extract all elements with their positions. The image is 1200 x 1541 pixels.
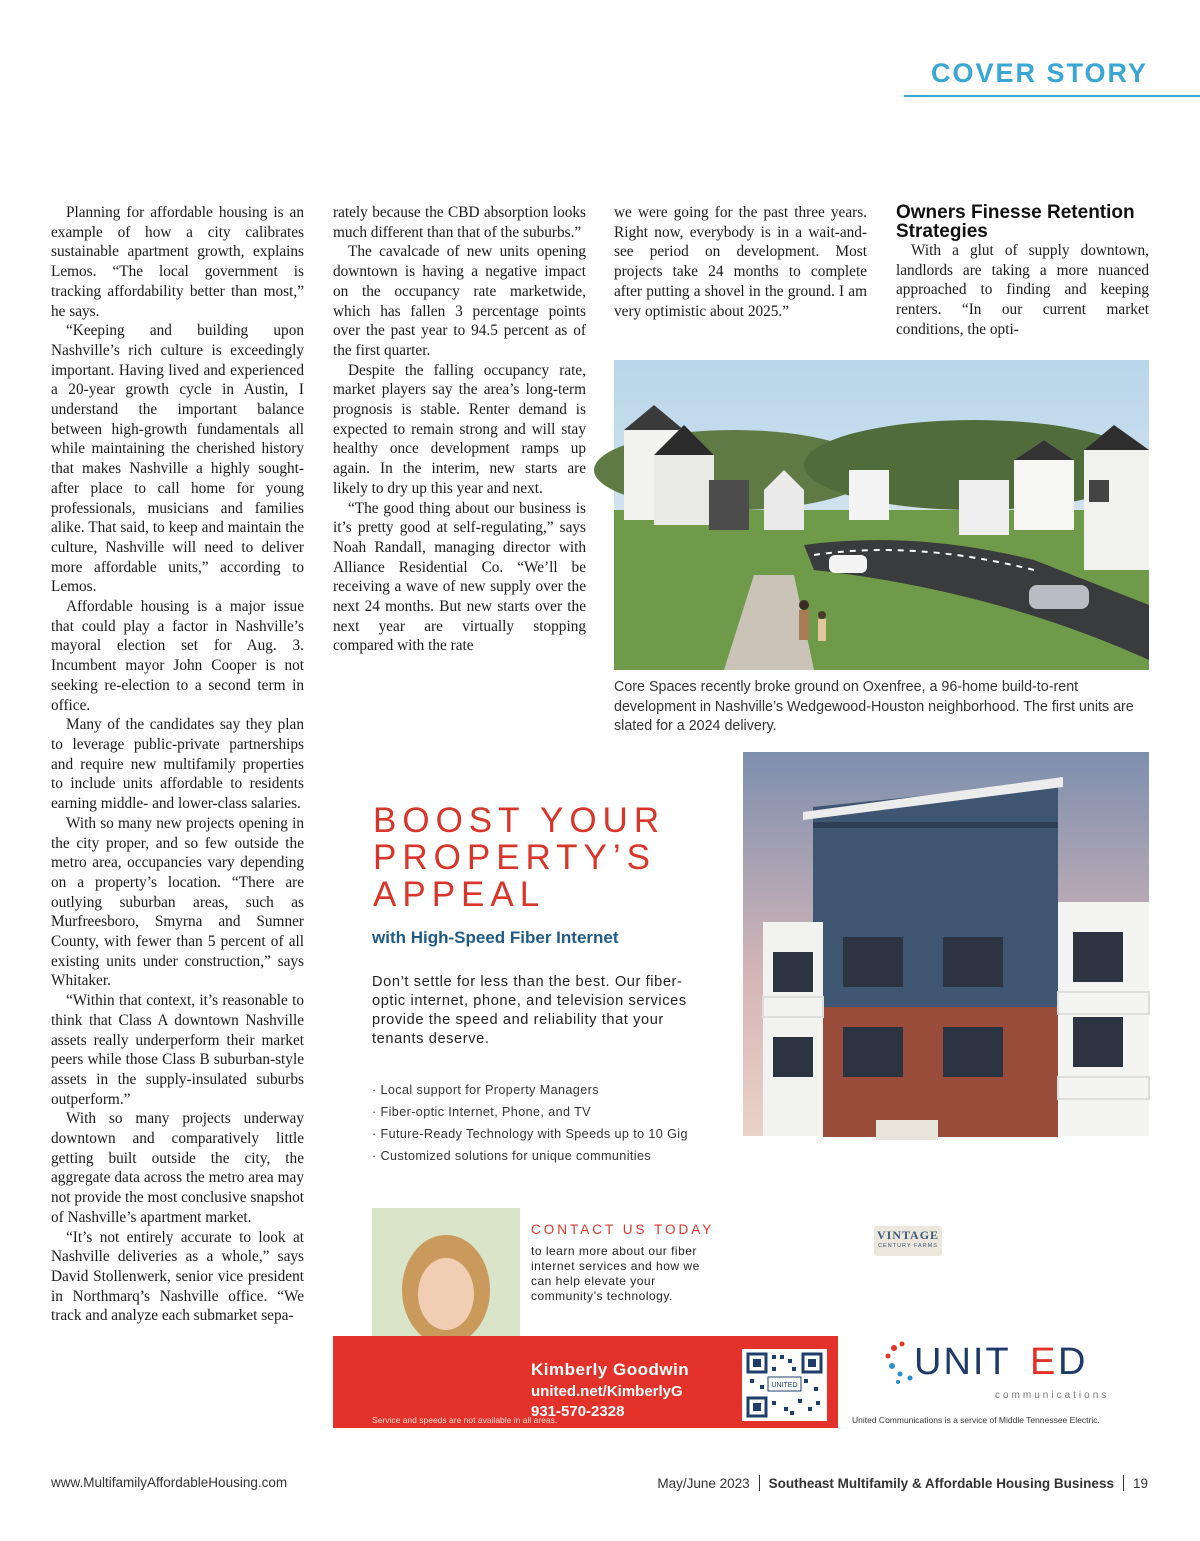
- section-title: COVER STORY: [930, 58, 1148, 88]
- article-column-3: [614, 203, 867, 321]
- paragraph: “Within that context, it’s reasonable to think that Class A downtown Nashville assets really underperform their market peers while those Class B suburban-style assets in the supply-insulated suburbs outperform.”: [51, 992, 304, 1108]
- paragraph: rately because the CBD absorption looks much different than that of the suburbs.”: [333, 204, 586, 241]
- page-number: 19: [1132, 1475, 1148, 1491]
- section-rule: [904, 95, 1200, 97]
- contact-phone[interactable]: 931-570-2328: [531, 1403, 625, 1420]
- paragraph: Affordable housing is a major issue that could play a factor in Nashville’s mayoral election set for Aug. 3. Incumbent mayor John Cooper is not seeking re-election to a second term in office.: [51, 598, 304, 714]
- paragraph: Planning for affordable housing is an example of how a city calibrates sustainable apartment growth, explains Lemos. “The local government is tracking affordability better than most,” he says.: [51, 204, 304, 320]
- publication-name: Southeast Multifamily & Affordable Housing Business: [768, 1475, 1114, 1491]
- contact-name: Kimberly Goodwin: [531, 1360, 690, 1379]
- issue-date: May/June 2023: [657, 1475, 750, 1491]
- footer-info: [657, 1475, 1148, 1491]
- building-sign-label: [874, 1226, 942, 1256]
- ad-footnote: United Communications is a service of Middle Tennessee Electric.: [852, 1415, 1100, 1425]
- list-item: · Local support for Property Managers: [372, 1082, 717, 1098]
- footer-website[interactable]: www.MultifamilyAffordableHousing.com: [51, 1475, 288, 1490]
- article-column-1: [51, 203, 304, 1326]
- list-item: · Future-Ready Technology with Speeds up to 10 Gig: [372, 1126, 717, 1142]
- divider: [1123, 1475, 1124, 1491]
- logo-tagline: communications: [995, 1390, 1110, 1401]
- paragraph: we were going for the past three years. Right now, everybody is in a wait-and-see period on development. Most projects take 24 months to complete after putting a shovel in the ground. I am very optimistic about 2025.”: [614, 204, 867, 320]
- contact-heading: CONTACT US TODAY: [531, 1222, 715, 1237]
- svg-text:D: D: [1058, 1341, 1088, 1383]
- ad-subheadline: with High-Speed Fiber Internet: [372, 928, 619, 947]
- article-column-2: [333, 203, 586, 656]
- paragraph: Despite the falling occupancy rate, market players say the area’s long-term prognosis is stable. Renter demand is expected to remain strong and will stay healthy once development ramps up again. In the interim, new starts are likely to dry up this year and next.: [333, 361, 586, 497]
- section-subheading: Owners Finesse Retention Strategies: [896, 202, 1135, 242]
- paragraph: With so many new projects opening in the city proper, and so few outside the metro area, occupancies vary depending on a property’s location. “There are outlying suburban areas, such as Murfreesboro, Smyrna and Sumner County, with fewer than 5 percent of all existing units under construction,” says Whitaker.: [51, 814, 304, 990]
- svg-text:E: E: [1030, 1341, 1058, 1383]
- ad-body-text: Don’t settle for less than the best. Our fiber-optic internet, phone, and television services provide the speed and reliability that your tenants deserve.: [372, 974, 687, 1047]
- building-sign-subtitle: CENTURY FARMS: [878, 1243, 938, 1249]
- contact-text: to learn more about our fiber internet services and how we can help elevate your community’s technology.: [531, 1244, 700, 1303]
- ad-headline: BOOST YOUR PROPERTY’S APPEAL: [373, 801, 666, 914]
- paragraph: “Keeping and building upon Nashville’s rich culture is exceedingly important. Having lived and experienced a 20-year growth cycle in Austin, I understand the important balance between high-growth fundamentals all while maintaining the cherished history that makes Nashville a highly sought-after place to call home for young professionals, musicians and families alike. That said, to keep and maintain the culture, Nashville will need to deliver more affordable units,” according to Lemos.: [51, 322, 304, 596]
- building-sign-name: VINTAGE: [876, 1228, 940, 1242]
- apartment-building-photo: [743, 752, 1149, 1249]
- paragraph: The cavalcade of new units opening downtown is having a negative impact on the occupancy rate marketwide, which has fallen 3 percentage points over the past year to 94.5 percent as of the first quarter.: [333, 243, 586, 359]
- list-item: · Customized solutions for unique communities: [372, 1148, 717, 1164]
- development-rendering-photo: [614, 360, 1149, 670]
- contact-url-link[interactable]: united.net/KimberlyG: [531, 1383, 683, 1400]
- united-logo: [880, 1338, 1120, 1390]
- service-disclaimer: Service and speeds are not available in all areas.: [372, 1415, 558, 1425]
- photo-caption: Core Spaces recently broke ground on Oxenfree, a 96-home build-to-rent development in Nashville’s Wedgewood-Houston neighborhood. The first units are slated for a 2024 delivery.: [614, 679, 1134, 734]
- paragraph: Many of the candidates say they plan to leverage public-private partnerships and require new multifamily properties to include units affordable to residents earning middle- and lower-class salaries.: [51, 716, 304, 813]
- ad-bullet-list: [372, 1082, 717, 1170]
- paragraph: With a glut of supply downtown, landlords are taking a more nuanced approached to finding and keeping renters. “In our current market conditions, the opti-: [896, 242, 1149, 338]
- qr-code-icon[interactable]: [742, 1349, 827, 1421]
- list-item: · Fiber-optic Internet, Phone, and TV: [372, 1104, 717, 1120]
- paragraph: “The good thing about our business is it’s pretty good at self-regulating,” says Noah Randall, managing director with Alliance Residential Co. “We’ll be receiving a wave of new supply over the next 24 months. But new starts over the next year are virtually stopping compared with the rate: [333, 499, 586, 655]
- paragraph: With so many projects underway downtown and comparatively little getting built outside the city, the aggregate data across the metro area may not provide the most conclusive snapshot of Nashville’s apartment market.: [51, 1110, 304, 1226]
- divider: [759, 1475, 760, 1491]
- article-column-4: [896, 203, 1149, 340]
- svg-text:UNIT: UNIT: [914, 1341, 1011, 1383]
- paragraph: “It’s not entirely accurate to look at Nashville deliveries as a whole,” says David Stollenwerk, senior vice president in Northmarq’s Nashville office. “We track and analyze each submarket sepa-: [51, 1228, 304, 1325]
- svg-text:UNITED: UNITED: [771, 1382, 798, 1389]
